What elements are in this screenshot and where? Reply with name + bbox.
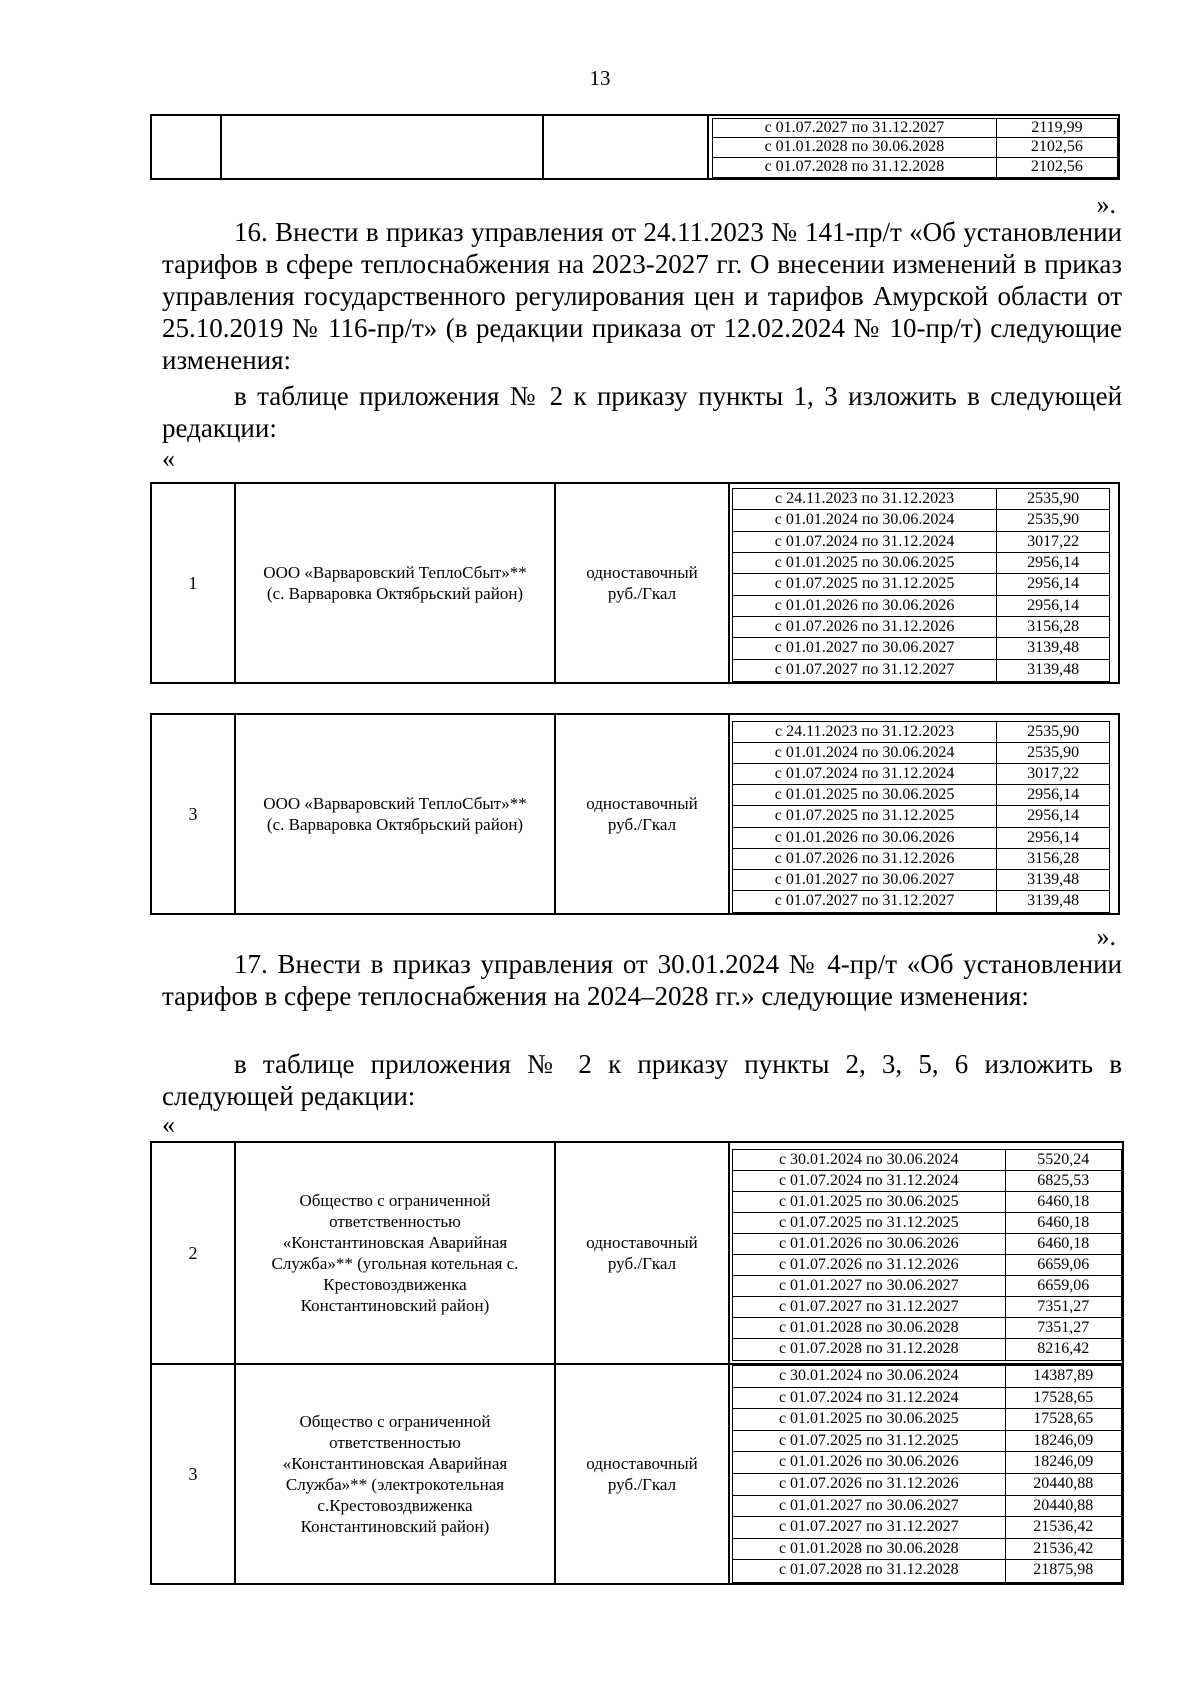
rate-value: 17528,65 [1005,1409,1121,1430]
rate-value: 20440,88 [1005,1496,1121,1517]
rate-value: 17528,65 [1005,1388,1121,1409]
rate-row [733,1255,1121,1276]
rate-period: с 24.11.2023 по 31.12.2023 [775,723,955,740]
rate-period: с 01.07.2026 по 31.12.2026 [774,618,955,635]
rate-period: с 30.01.2024 по 30.06.2024 [778,1367,959,1384]
opening-quote: « [162,1110,175,1139]
rate-row [733,553,1109,574]
rate-period: с 30.01.2024 по 30.06.2024 [778,1151,959,1168]
tariff-type-cell [556,1365,730,1583]
type-line: руб./Гкал [607,1475,677,1494]
rate-period: с 01.01.2025 по 30.06.2025 [778,1193,959,1210]
rate-period: с 01.07.2025 по 31.12.2025 [778,1214,959,1231]
closing-quote: ». [1096,922,1116,951]
rate-period: с 24.11.2023 по 31.12.2023 [775,490,955,507]
rate-period: с 01.07.2024 по 31.12.2024 [778,1388,959,1406]
rate-rows [732,1365,1122,1583]
rate-rows [732,488,1110,682]
rate-period: с 01.01.2027 по 30.06.2027 [774,870,955,888]
rate-row [713,119,1117,138]
org-line: Служба»** (угольная котельная с. [271,1254,519,1273]
rate-row [733,1474,1121,1496]
rate-value: 3139,48 [996,660,1109,681]
rate-period: с 01.07.2028 по 31.12.2028 [778,1561,959,1579]
org-line: ООО «Варваровский ТеплоСбыт»** [263,794,527,813]
rate-period: с 01.07.2027 по 31.12.2027 [774,660,955,678]
rate-row [733,1366,1121,1388]
rate-row [733,1297,1121,1318]
org-line: (с. Варваровка Октябрьский район) [266,815,524,834]
org-line: «Константиновская Аварийная [282,1454,508,1473]
row-number: 3 [152,715,236,913]
organization-cell [236,1365,556,1583]
rate-period: с 01.01.2026 по 30.06.2026 [774,596,955,614]
tariff-type-cell [556,1143,730,1363]
rate-period: с 01.07.2027 по 31.12.2027 [764,119,945,136]
rate-row [733,1388,1121,1410]
rate-period: с 01.07.2025 по 31.12.2025 [774,575,955,593]
rate-row [733,1192,1121,1213]
row-number: 3 [152,1365,236,1583]
rate-period: с 01.01.2025 по 30.06.2025 [774,786,955,804]
type-line: одноставочный [586,794,698,813]
rate-period: с 01.07.2025 по 31.12.2025 [774,807,955,825]
rate-period: с 01.07.2027 по 31.12.2027 [778,1298,959,1315]
rate-row [733,574,1109,595]
org-line: Общество с ограниченной [299,1412,491,1431]
rate-row [733,1318,1121,1339]
opening-quote: « [162,444,175,473]
rate-value: 2102,56 [996,158,1117,177]
rate-period: с 01.07.2026 по 31.12.2026 [778,1256,959,1273]
rate-period: с 01.01.2026 по 30.06.2026 [778,1235,959,1252]
rate-value: 2119,99 [996,119,1117,137]
rate-period: с 01.07.2027 по 31.12.2027 [778,1518,959,1536]
rate-row [733,1213,1121,1234]
rate-row [733,489,1109,510]
org-line: с.Крестовоздвиженка [317,1496,473,1515]
tariff-table-item-3 [150,713,1120,915]
rate-value: 5520,24 [1005,1150,1121,1170]
rate-period: с 01.07.2027 по 31.12.2027 [774,891,955,909]
rate-value: 21875,98 [1005,1560,1121,1582]
rate-value: 2535,90 [996,743,1109,763]
rate-row [733,638,1109,659]
rate-row [733,596,1109,617]
org-line: Константиновский район) [300,1296,490,1315]
org-line: Константиновский район) [300,1517,490,1536]
rate-period: с 01.01.2027 по 30.06.2027 [778,1496,959,1514]
org-line: Крестовоздвиженка [323,1275,467,1294]
item-17-subline: в таблице приложения № 2 к приказу пункты 2, 3, 5, 6 изложить в [234,1049,1122,1079]
org-line: Общество с ограниченной [299,1191,491,1210]
type-line: одноставочный [586,1454,698,1473]
item-16-subline: в таблице приложения № 2 к приказу пункты 1, 3 изложить в [234,381,980,411]
rate-row [733,1276,1121,1297]
type-line: руб./Гкал [607,584,677,603]
rate-value: 2535,90 [996,489,1109,509]
organization-cell [236,1143,556,1363]
type-line: одноставочный [586,563,698,582]
rate-period: с 01.07.2028 по 31.12.2028 [778,1340,959,1357]
rate-value: 21536,42 [1005,1539,1121,1560]
item-17-text [162,948,1122,1012]
rate-value: 3139,48 [996,870,1109,890]
org-line: ответственностью [329,1212,461,1231]
page-number: 13 [589,66,611,90]
rate-value: 6460,18 [1005,1213,1121,1233]
rate-period: с 01.01.2027 по 30.06.2027 [774,639,955,657]
rate-row [733,870,1109,891]
item-17-subtext [162,1048,1122,1112]
rate-row [713,158,1117,177]
closing-quote: ». [1096,190,1116,219]
rate-row [713,138,1117,157]
rate-rows [732,721,1110,913]
tariff-table-item-1 [150,482,1120,684]
rate-rows [732,1149,1122,1361]
item-16-line: установлении тарифов в сфере теплоснабжения на 2023-2027 гг. О внесении [162,217,1122,279]
item-16-line: 16. Внести в приказ управления от 24.11.2023 № 141-пр/т «Об [234,217,956,247]
rate-row [733,1150,1121,1171]
row-number: 2 [152,1143,236,1363]
rate-value: 20440,88 [1005,1474,1121,1495]
rate-value: 7351,27 [1005,1318,1121,1338]
rate-row [733,743,1109,764]
rate-value: 3139,48 [996,638,1109,658]
item-16-line: изменений в приказ управления государственного регулирования цен и [162,249,1122,311]
rate-period: с 01.07.2028 по 31.12.2028 [764,157,945,175]
continuation-rates [712,118,1118,178]
rate-row [733,1431,1121,1453]
rate-period: с 01.01.2028 по 30.06.2028 [764,138,945,156]
type-line: одноставочный [586,1233,698,1252]
org-line: ООО «Варваровский ТеплоСбыт»** [263,563,527,582]
rate-row [733,660,1109,681]
rate-value: 6825,53 [1005,1171,1121,1191]
rate-value: 3017,22 [996,764,1109,784]
rate-period: с 01.07.2024 по 31.12.2024 [778,1172,959,1189]
rate-row [733,1452,1121,1474]
rate-row [733,806,1109,827]
rate-row [733,1560,1121,1582]
rate-row [733,510,1109,531]
rate-period: с 01.01.2028 по 30.06.2028 [778,1319,959,1336]
rate-value: 2956,14 [996,574,1109,594]
rate-period: с 01.01.2024 по 30.06.2024 [774,744,955,762]
rate-value: 3017,22 [996,532,1109,552]
rate-period: с 01.07.2026 по 31.12.2026 [774,849,955,867]
organization-cell [236,715,556,913]
rate-value: 6659,06 [1005,1255,1121,1275]
rate-row [733,1409,1121,1431]
rate-value: 7351,27 [1005,1297,1121,1317]
rate-value: 2535,90 [996,722,1109,742]
continuation-table [150,114,1120,180]
rate-period: с 01.07.2026 по 31.12.2026 [778,1475,959,1492]
org-line: ответственностью [329,1433,461,1452]
rate-period: с 01.01.2025 по 30.06.2025 [774,554,955,571]
rate-period: с 01.01.2028 по 30.06.2028 [778,1539,959,1557]
rate-value: 2956,14 [996,806,1109,826]
item-16-line: 12.02.2024 № 10-пр/т) следующие изменения: [162,313,1123,375]
rate-row [733,617,1109,638]
rate-value: 6460,18 [1005,1192,1121,1212]
rate-row [733,1171,1121,1192]
rate-period: с 01.07.2025 по 31.12.2025 [778,1431,959,1449]
rate-value: 6460,18 [1005,1234,1121,1254]
rate-value: 3139,48 [996,891,1109,912]
rate-value: 2956,14 [996,553,1109,573]
rate-row [733,1539,1121,1561]
org-line: Служба»** (электрокотельная [285,1475,505,1494]
rate-period: с 01.01.2026 по 30.06.2026 [774,828,955,846]
organization-cell [236,484,556,682]
rate-row [733,785,1109,806]
rate-value: 21536,42 [1005,1517,1121,1538]
rate-value: 3156,28 [996,617,1109,637]
item-16-line: тарифов Амурской области от 25.10.2019 № 116-пр/т» (в редакции приказа от [162,281,1122,343]
rate-value: 18246,09 [1005,1452,1121,1473]
item-17-line: 17. Внести в приказ управления от 30.01.2024 № 4-пр/т «Об [234,949,954,979]
rate-period: с 01.01.2027 по 30.06.2027 [778,1277,959,1294]
item-16-subtext [162,380,1122,444]
rate-row [733,1234,1121,1255]
rate-value: 2956,14 [996,828,1109,848]
rate-row [733,764,1109,785]
rate-period: с 01.01.2024 по 30.06.2024 [774,511,955,529]
rate-value: 8216,42 [1005,1339,1121,1360]
rate-value: 18246,09 [1005,1431,1121,1452]
rate-row [733,1517,1121,1539]
row-number: 1 [152,484,236,682]
rate-value: 6659,06 [1005,1276,1121,1296]
type-line: руб./Гкал [607,815,677,834]
rate-row [733,532,1109,553]
rate-row [733,1339,1121,1360]
rate-value: 3156,28 [996,849,1109,869]
rate-period: с 01.01.2026 по 30.06.2026 [778,1453,959,1471]
rate-value: 2535,90 [996,510,1109,530]
rate-period: с 01.07.2024 по 31.12.2024 [774,765,955,783]
rate-value: 2956,14 [996,785,1109,805]
rate-value: 2956,14 [996,596,1109,616]
item-16-subline: следующей редакции: [162,381,1123,443]
tariff-type-cell [556,484,730,682]
rate-row [733,891,1109,912]
rate-row [733,1496,1121,1518]
rate-row [733,828,1109,849]
rate-value: 14387,89 [1005,1366,1121,1387]
rate-period: с 01.07.2024 по 31.12.2024 [774,532,955,550]
tariff-table-item-17 [150,1141,1124,1585]
tariff-type-cell [556,715,730,913]
item-17-subline: следующей редакции: [162,1081,416,1111]
rate-row [733,722,1109,743]
rate-row [733,849,1109,870]
type-line: руб./Гкал [607,1254,677,1273]
item-16-text [162,216,1122,376]
org-line: (с. Варваровка Октябрьский район) [266,584,524,603]
rate-period: с 01.01.2025 по 30.06.2025 [778,1410,959,1428]
org-line: «Константиновская Аварийная [282,1233,508,1252]
rate-value: 2102,56 [996,138,1117,156]
item-17-line: установлении тарифов в сфере теплоснабжения на 2024–2028 гг.» следующие [162,949,1123,1011]
item-17-line: изменения: [899,981,1029,1011]
